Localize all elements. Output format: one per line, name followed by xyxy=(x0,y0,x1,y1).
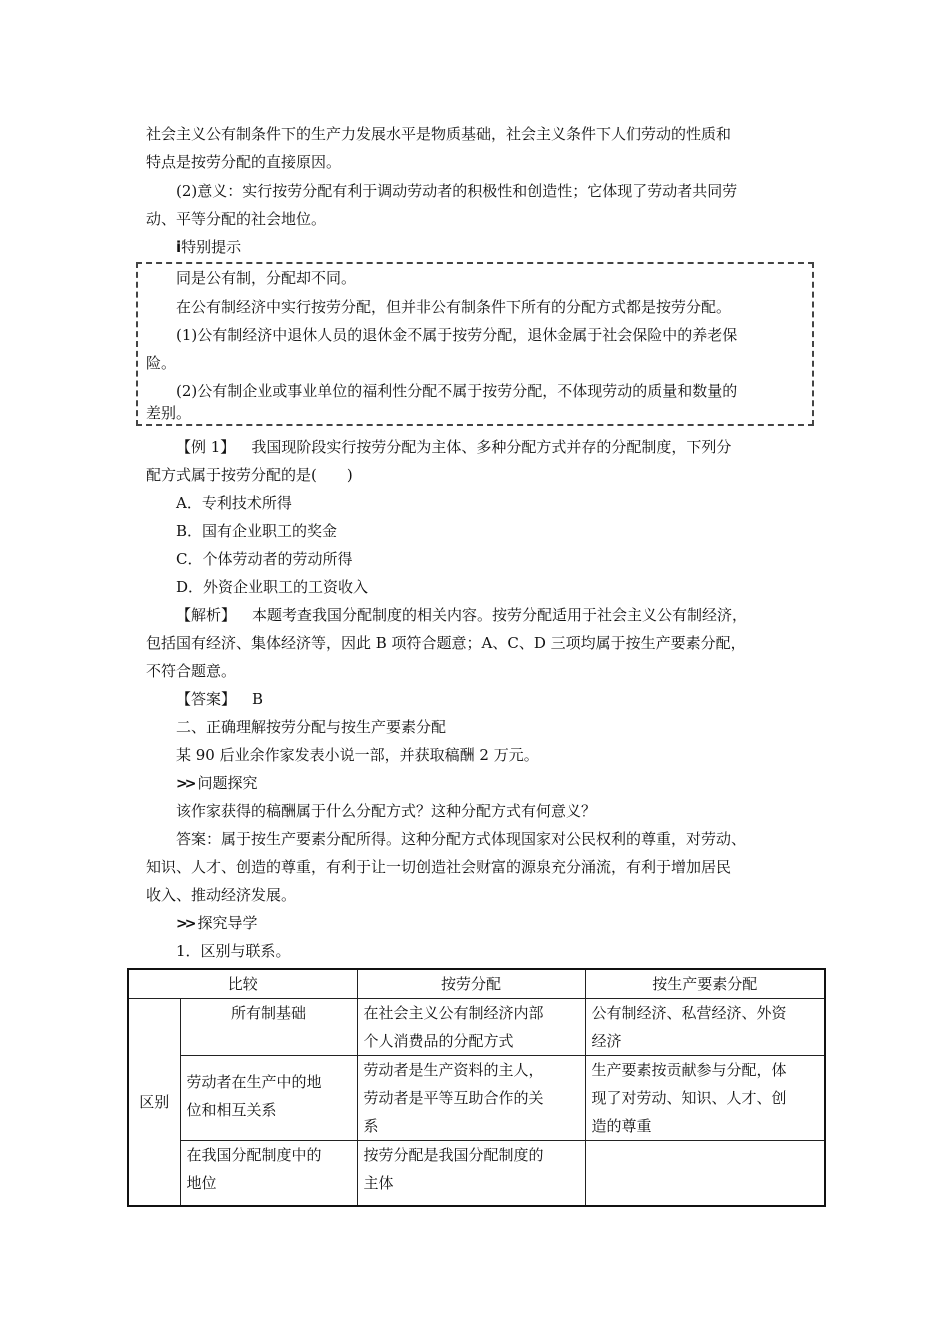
question-text: 该作家获得的稿酬属于什么分配方式？这种分配方式有何意义？ xyxy=(176,802,597,820)
tip-line: 险。 xyxy=(146,354,177,372)
info-icon: i xyxy=(176,238,182,256)
option-b: B．国有企业职工的奖金 xyxy=(176,522,338,540)
section-heading: 二、正确理解按劳分配与按生产要素分配 xyxy=(176,718,447,736)
answer-text: 收入、推动经济发展。 xyxy=(146,886,297,904)
table-header-row xyxy=(128,969,825,999)
row-label: 在我国分配制度中的 地位 xyxy=(180,1141,357,1207)
analysis xyxy=(176,605,747,625)
tip-heading xyxy=(176,237,241,257)
table-cell xyxy=(585,1141,825,1207)
table-cell: 公有制经济、私营经济、外资 经济 xyxy=(585,999,825,1056)
analysis: 包括国有经济、集体经济等，因此 B 项符合题意；A、C、D 三项均属于按生产要素分配， xyxy=(146,634,746,652)
example-label: 【例 1】 xyxy=(176,438,236,456)
table-row xyxy=(128,999,825,1056)
row-label: 所有制基础 xyxy=(180,999,357,1056)
double-chevron-icon: >> xyxy=(176,776,194,792)
answer-text: 知识、人才、创造的尊重，有利于让一切创造社会财富的源泉充分涌流，有利于增加居民 xyxy=(146,858,732,876)
answer-value: B xyxy=(252,690,264,708)
table-cell: 按劳分配是我国分配制度的 主体 xyxy=(357,1141,585,1207)
answer-label: 【答案】 xyxy=(176,690,237,708)
tip-line: 同是公有制，分配却不同。 xyxy=(176,269,357,287)
answer xyxy=(176,689,263,709)
option-a: A．专利技术所得 xyxy=(176,494,292,512)
row-label: 劳动者在生产中的地 位和相互关系 xyxy=(180,1056,357,1141)
tip-line: (1)公有制经济中退休人员的退休金不属于按劳分配，退休金属于社会保险中的养老保 xyxy=(176,326,738,344)
inquiry-heading xyxy=(176,773,257,794)
paragraph-line: (2)意义：实行按劳分配有利于调动劳动者的积极性和创造性；它体现了劳动者共同劳 xyxy=(176,182,738,200)
tip-title: 特别提示 xyxy=(181,238,242,256)
table-row xyxy=(128,1056,825,1141)
comparison-table xyxy=(127,968,826,1207)
header-factor: 按生产要素分配 xyxy=(585,969,825,999)
answer-text: 答案：属于按生产要素分配所得。这种分配方式体现国家对公民权利的尊重，对劳动、 xyxy=(176,830,747,848)
table-cell: 生产要素按贡献参与分配，体 现了对劳动、知识、人才、创 造的尊重 xyxy=(585,1056,825,1141)
tip-line: (2)公有制企业或事业单位的福利性分配不属于按劳分配，不体现劳动的质量和数量的 xyxy=(176,382,738,400)
tip-line: 在公有制经济中实行按劳分配，但并非公有制条件下所有的分配方式都是按劳分配。 xyxy=(176,298,732,316)
example-question: 配方式属于按劳分配的是( ) xyxy=(146,466,353,484)
tip-line: 差别。 xyxy=(146,404,192,422)
case-text: 某 90 后业余作家发表小说一部，并获取稿酬 2 万元。 xyxy=(176,746,539,764)
group-cell: 区别 xyxy=(128,999,180,1207)
list-item: 1．区别与联系。 xyxy=(176,942,291,960)
analysis-label: 【解析】 xyxy=(176,606,237,624)
guide-title: 探究导学 xyxy=(197,914,258,932)
paragraph-line: 社会主义公有制条件下的生产力发展水平是物质基础，社会主义条件下人们劳动的性质和 xyxy=(146,125,732,143)
analysis-text: 本题考查我国分配制度的相关内容。按劳分配适用于社会主义公有制经济， xyxy=(252,606,748,624)
table-cell: 劳动者是生产资料的主人， 劳动者是平等互助合作的关 系 xyxy=(357,1056,585,1141)
example-question xyxy=(176,437,731,457)
paragraph-line: 特点是按劳分配的直接原因。 xyxy=(146,153,342,171)
double-chevron-icon: >> xyxy=(176,916,194,932)
option-c: C．个体劳动者的劳动所得 xyxy=(176,550,353,568)
header-labor: 按劳分配 xyxy=(357,969,585,999)
table-cell: 在社会主义公有制经济内部 个人消费品的分配方式 xyxy=(357,999,585,1056)
header-compare: 比较 xyxy=(128,969,357,999)
inquiry-title: 问题探究 xyxy=(197,774,258,792)
option-d: D．外资企业职工的工资收入 xyxy=(176,578,369,596)
paragraph-line: 动、平等分配的社会地位。 xyxy=(146,210,327,228)
analysis: 不符合题意。 xyxy=(146,662,237,680)
example-stem: 我国现阶段实行按劳分配为主体、多种分配方式并存的分配制度，下列分 xyxy=(251,438,732,456)
guide-heading xyxy=(176,913,257,934)
table-row xyxy=(128,1141,825,1207)
